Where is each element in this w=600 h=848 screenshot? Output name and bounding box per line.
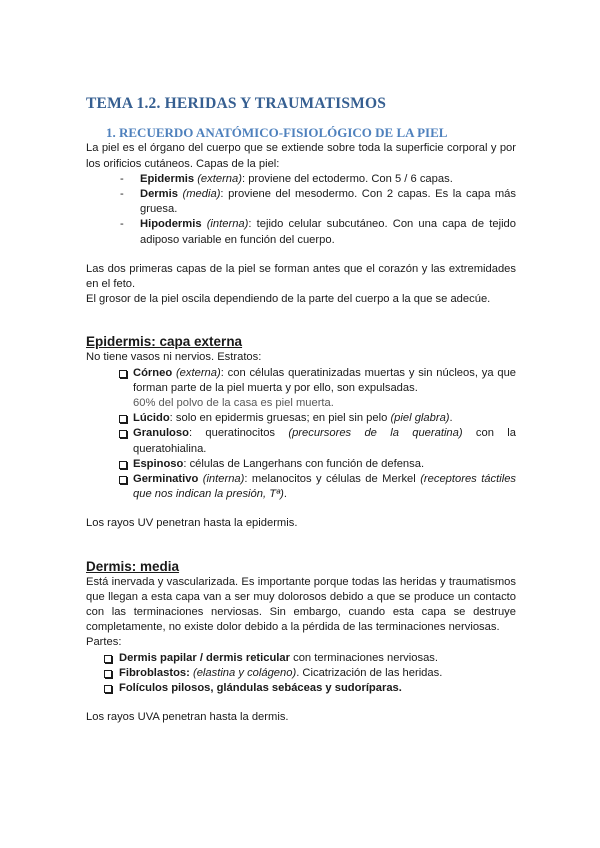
list-item	[86, 681, 516, 696]
term: Folículos pilosos, glándulas sebáceas y sudoríparas.	[119, 682, 402, 695]
term: Córneo	[133, 366, 173, 379]
description: : células de Langerhans con función de defensa.	[183, 457, 425, 470]
list-item	[86, 651, 516, 666]
description: .	[449, 412, 453, 425]
term: Epidermis	[140, 172, 195, 185]
qualifier: (receptores táctiles que nos indican la presión, Tª)	[133, 473, 517, 501]
checkbox-bullet-icon	[119, 461, 127, 469]
term: Germinativo	[133, 473, 199, 486]
description: : solo en epidermis gruesas; en piel sin pelo	[169, 412, 391, 425]
qualifier: (piel glabra)	[390, 412, 450, 425]
description: : con células queratinizadas muertas y sin núcleos, ya que forman parte de la piel muerta y por ello, son expulsadas.	[133, 366, 517, 394]
term: Granuloso	[133, 427, 189, 440]
qualifier: (precursores de la queratina)	[288, 427, 463, 440]
dash-marker: -	[120, 218, 124, 231]
term: Dermis	[140, 188, 178, 201]
description: . Cicatrización de las heridas.	[296, 666, 443, 679]
checkbox-bullet-icon	[104, 670, 112, 678]
term: Dermis papilar / dermis reticular	[119, 651, 290, 664]
term: Fibroblastos:	[119, 666, 190, 679]
section-subtitle: 1. RECUERDO ANATÓMICO-FISIOLÓGICO DE LA PIEL	[106, 125, 448, 141]
document-page	[86, 96, 516, 726]
qualifier: (interna)	[202, 473, 245, 486]
epidermis-intro: No tiene vasos ni nervios. Estratos:	[86, 351, 262, 364]
qualifier: (interna)	[206, 218, 249, 231]
list-item	[86, 426, 516, 456]
description: : proviene del ectodermo. Con 5 / 6 capas.	[241, 172, 453, 185]
dash-marker: -	[120, 188, 124, 201]
dermis-footer: Los rayos UVA penetran hasta la dermis.	[86, 711, 289, 724]
description: con terminaciones nerviosas.	[290, 651, 438, 664]
skin-layers-list	[86, 172, 516, 248]
checkbox-bullet-icon	[104, 655, 112, 663]
dermis-intro: Está inervada y vascularizada. Es importante porque todas las heridas y traumatismos que llegan a esta capa van a ser muy dolorosos debido a que se produce un contacto con las terminaciones nerviosas. Sin embargo, cuando esta capa se destruye completamente, no existe dolor debido a la pérdida de las terminaciones nerviosas.	[86, 575, 516, 634]
checkbox-bullet-icon	[119, 476, 127, 484]
qualifier: (media)	[182, 188, 221, 201]
qualifier: (externa)	[175, 366, 221, 379]
checkbox-bullet-icon	[119, 415, 127, 423]
list-item	[86, 366, 516, 412]
description: : proviene del mesodermo. Con 2 capas. Es la capa más gruesa.	[140, 188, 516, 216]
intro-paragraph: La piel es el órgano del cuerpo que se extiende sobre toda la superficie corporal y por los orificios cutáneos. Capas de la piel:	[86, 142, 516, 170]
description: : queratinocitos	[188, 427, 289, 440]
epidermis-footer: Los rayos UV penetran hasta la epidermis.	[86, 517, 298, 530]
list-item	[86, 411, 516, 426]
dermis-heading: Dermis: media	[86, 558, 180, 574]
description: con la queratohialina.	[133, 427, 516, 455]
dermis-parts-list	[86, 651, 516, 697]
list-item	[86, 187, 516, 217]
term: Espinoso	[133, 457, 184, 470]
dermis-parts-label: Partes:	[86, 636, 122, 649]
term: Hipodermis	[140, 218, 202, 231]
epidermis-strata-list	[86, 366, 516, 503]
list-item	[86, 472, 516, 502]
list-item	[86, 172, 516, 187]
checkbox-bullet-icon	[119, 370, 127, 378]
list-item	[86, 666, 516, 681]
list-item	[86, 217, 516, 247]
description: : melanocitos y células de Merkel	[244, 473, 421, 486]
qualifier: (externa)	[197, 172, 242, 185]
paragraph: El grosor de la piel oscila dependiendo de la parte del cuerpo a la que se adecúe.	[86, 293, 491, 306]
paragraph: Las dos primeras capas de la piel se forman antes que el corazón y las extremidades en el feto.	[86, 262, 516, 291]
qualifier: (elastina y colágeno)	[189, 666, 297, 679]
description: .	[283, 488, 288, 501]
list-item	[86, 457, 516, 472]
checkbox-bullet-icon	[104, 685, 112, 693]
page-title: TEMA 1.2. HERIDAS Y TRAUMATISMOS	[86, 95, 387, 112]
description: : tejido celular subcutáneo. Con una capa de tejido adiposo variable en función del cuerpo.	[140, 218, 516, 246]
dash-marker: -	[120, 172, 124, 185]
epidermis-heading: Epidermis: capa externa	[86, 334, 243, 350]
note: 60% del polvo de la casa es piel muerta.	[133, 397, 334, 410]
term: Lúcido	[133, 412, 170, 425]
checkbox-bullet-icon	[119, 430, 127, 438]
